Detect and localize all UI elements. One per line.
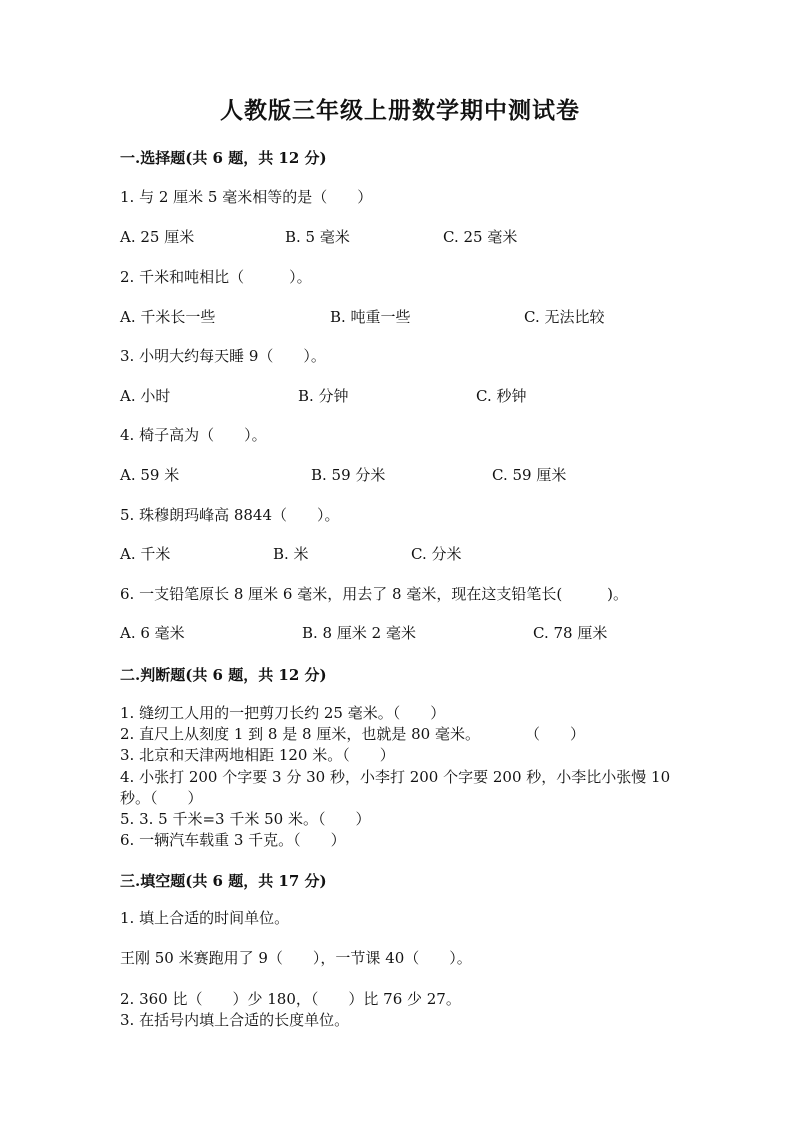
statement-line: 秒。（ ） [120,789,203,807]
statement-line: 3. 北京和天津两地相距 120 米。（ ） [120,746,395,764]
section-heading-true-false: 二.判断题(共 6 题，共 12 分) [120,666,327,684]
option-b: B. 59 分米 [311,466,386,484]
option-b: B. 8 厘米 2 毫米 [302,624,416,642]
option-c: C. 分米 [411,545,462,563]
question-text: 王刚 50 米赛跑用了 9（ ），一节课 40（ ）。 [120,949,472,967]
question-text: 2. 360 比（ ）少 180，（ ）比 76 少 27。 [120,990,461,1008]
option-a: A. 25 厘米 [120,228,195,246]
option-c: C. 秒钟 [476,387,527,405]
statement-line: 4. 小张打 200 个字要 3 分 30 秒，小李打 200 个字要 200 秒，小李比小张慢 10 [120,768,671,786]
option-b: B. 分钟 [298,387,349,405]
question-text: 1. 与 2 厘米 5 毫米相等的是（ ） [120,188,373,206]
question-text: 2. 千米和吨相比（ ）。 [120,268,312,286]
option-b: B. 米 [273,545,309,563]
section-heading-choice: 一.选择题(共 6 题，共 12 分) [120,149,327,167]
question-text: 3. 在括号内填上合适的长度单位。 [120,1011,350,1029]
question-text: 5. 珠穆朗玛峰高 8844（ ）。 [120,506,340,524]
section-heading-fill-in: 三.填空题(共 6 题，共 17 分) [120,872,327,890]
statement-line: 6. 一辆汽车载重 3 千克。（ ） [120,831,346,849]
option-c: C. 25 毫米 [443,228,518,246]
statement-line: 2. 直尺上从刻度 1 到 8 是 8 厘米，也就是 80 毫米。 （ ） [120,725,585,743]
option-b: B. 5 毫米 [285,228,350,246]
question-text: 3. 小明大约每天睡 9（ ）。 [120,347,326,365]
statement-line: 1. 缝纫工人用的一把剪刀长约 25 毫米。（ ） [120,704,446,722]
option-a: A. 小时 [120,387,171,405]
question-text: 6. 一支铅笔原长 8 厘米 6 毫米，用去了 8 毫米，现在这支铅笔长( )。 [120,585,629,603]
option-c: C. 78 厘米 [533,624,608,642]
option-b: B. 吨重一些 [330,308,411,326]
question-text: 1. 填上合适的时间单位。 [120,909,290,927]
question-text: 4. 椅子高为（ ）。 [120,426,267,444]
option-c: C. 无法比较 [524,308,605,326]
page-title: 人教版三年级上册数学期中测试卷 [220,97,580,124]
option-a: A. 千米长一些 [120,308,216,326]
option-c: C. 59 厘米 [492,466,567,484]
option-a: A. 6 毫米 [120,624,185,642]
statement-line: 5. 3. 5 千米=3 千米 50 米。（ ） [120,810,371,828]
option-a: A. 千米 [120,545,171,563]
option-a: A. 59 米 [120,466,180,484]
